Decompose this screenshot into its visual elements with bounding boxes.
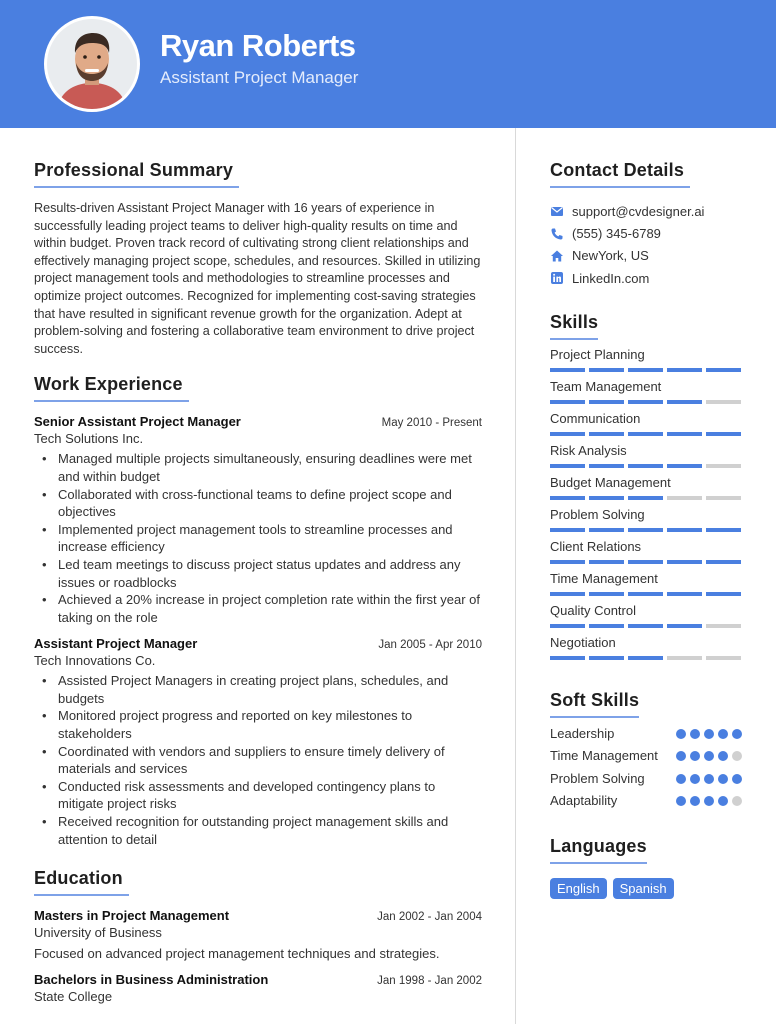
contact-text: NewYork, US [572,248,649,264]
summary-text: Results-driven Assistant Project Manager with 16 years of experience in successfully leading project teams to deliver high-quality results on time and within budget. Proven track record of cultivating strong client relationships and effectively managing project scope, schedules, and resources. Skilled in utilizing project management tools and methodologies to streamline processes and optimize project outcomes. Recognized for implementing cost-saving strategies that have resulted in significant revenue growth for the organization. Adept at problem-solving and fostering a collaborative team environment to drive project success. [34,201,481,356]
job-dates: May 2010 - Present [381,417,482,430]
skill-level-segment [550,592,585,596]
skill-level-segment [706,368,741,372]
languages-heading: Languages [550,836,647,864]
soft-skill-item [550,725,742,743]
skill-level-segment [628,592,663,596]
skill-level-segment [628,624,663,628]
soft-skill-item [550,747,742,765]
contact-text: (555) 345-6789 [572,226,661,242]
job-entry [34,414,482,626]
skill-level-segment [667,400,702,404]
skill-level-segment [589,496,624,500]
skill-level-segment [550,464,585,468]
skill-level-segment [667,656,702,660]
avatar [44,16,140,112]
skill-level-segment [706,656,741,660]
skill-level-segment [589,400,624,404]
contact-linkedin[interactable] [550,267,742,289]
soft-skill-item [550,770,742,788]
skill-name: Client Relations [550,538,642,554]
skill-level-segment [589,592,624,596]
rating-dot [676,774,686,784]
job-title: Senior Assistant Project Manager [34,414,241,430]
language-tag: English [550,878,607,899]
education-entry [34,972,482,1004]
skill-level-segment [628,496,663,500]
skill-item [550,347,742,372]
skill-name: Team Management [550,378,662,394]
candidate-name: Ryan Roberts [160,28,356,63]
skill-level-segment [550,624,585,628]
soft-skill-name: Problem Solving [550,770,645,786]
skill-level-bars [550,592,742,596]
degree-title: Bachelors in Business Administration [34,972,269,988]
linkedin-icon [550,271,564,285]
bullet-item: • Managed multiple projects simultaneously, ensuring deadlines were met and within budget [34,450,482,485]
skill-name: Communication [550,410,641,426]
candidate-title: Assistant Project Manager [160,68,359,87]
skill-level-bars [550,560,742,564]
contact-list [550,200,742,290]
skill-item [550,635,742,660]
rating-dot [690,796,700,806]
bullet-item: • Achieved a 20% increase in project completion rate within the first year of taking on the role [34,591,482,626]
rating-dot [704,796,714,806]
skill-level-segment [550,400,585,404]
skill-level-segment [589,624,624,628]
bullet-item: • Assisted Project Managers in creating project plans, schedules, and budgets [34,672,482,707]
email-icon [550,204,564,218]
skill-level-bars [550,528,742,532]
soft-skill-rating [676,770,742,784]
skill-level-bars [550,464,742,468]
contact-text: support@cvdesigner.ai [572,203,705,219]
rating-dot [718,796,728,806]
skill-item [550,507,742,532]
job-title: Assistant Project Manager [34,636,198,652]
bullet-item: • Monitored project progress and reported on key milestones to stakeholders [34,707,482,742]
skill-level-segment [628,368,663,372]
rating-dot [704,729,714,739]
skill-level-segment [550,656,585,660]
bullet-item: • Led team meetings to discuss project status updates and address any issues or roadblocks [34,556,482,591]
rating-dot [718,751,728,761]
skill-level-bars [550,368,742,372]
skill-level-segment [706,432,741,436]
experience-section [34,374,482,848]
job-entry [34,636,482,848]
language-tags [550,878,742,899]
soft-skill-name: Leadership [550,725,615,741]
skill-level-segment [706,592,741,596]
rating-dot [676,796,686,806]
skill-item [550,571,742,596]
skill-level-segment [589,528,624,532]
skill-level-segment [706,400,741,404]
bullet-item: • Coordinated with vendors and suppliers to ensure timely delivery of materials and services [34,743,482,778]
skill-name: Risk Analysis [550,442,627,458]
skill-level-segment [628,656,663,660]
skill-level-segment [550,432,585,436]
skill-name: Time Management [550,570,658,586]
skill-level-segment [628,560,663,564]
soft-skill-name: Adaptability [550,793,618,809]
rating-dot [732,796,742,806]
phone-icon [550,227,564,241]
skill-name: Project Planning [550,346,645,362]
skill-level-segment [628,528,663,532]
skill-level-segment [667,624,702,628]
skill-level-segment [589,368,624,372]
rating-dot [718,729,728,739]
rating-dot [732,751,742,761]
school-name: University of Business [34,925,162,941]
soft-skill-rating [676,792,742,806]
bullet-item: • Received recognition for outstanding project management skills and attention to detail [34,813,482,848]
education-entry [34,908,482,961]
skill-level-segment [667,592,702,596]
skill-item [550,379,742,404]
degree-description: Focused on advanced project management techniques and strategies. [34,946,440,962]
skill-level-segment [706,464,741,468]
skill-level-segment [667,496,702,500]
degree-title: Masters in Project Management [34,908,230,924]
skill-level-segment [706,560,741,564]
skill-level-segment [667,560,702,564]
skill-level-bars [550,656,742,660]
skills-heading: Skills [550,312,598,340]
rating-dot [718,774,728,784]
skill-level-segment [667,528,702,532]
home-icon [550,249,564,263]
skill-item [550,603,742,628]
skill-level-segment [550,496,585,500]
language-tag: Spanish [613,878,674,899]
contact-email[interactable] [550,200,742,222]
skill-item [550,539,742,564]
skill-level-segment [706,528,741,532]
skill-level-segment [589,464,624,468]
skill-item [550,411,742,436]
summary-heading: Professional Summary [34,160,239,188]
soft-skill-rating [676,725,742,739]
skill-level-segment [667,432,702,436]
skill-level-segment [550,528,585,532]
side-column [550,160,742,899]
contact-text: LinkedIn.com [572,270,650,286]
contact-heading: Contact Details [550,160,690,188]
skill-level-segment [550,560,585,564]
education-section [34,868,482,1004]
languages-section [550,836,742,899]
job-bullets [34,672,482,848]
degree-dates: Jan 1998 - Jan 2002 [377,975,482,988]
skill-level-bars [550,624,742,628]
skill-level-segment [550,368,585,372]
skill-level-segment [667,464,702,468]
skill-item [550,443,742,468]
rating-dot [676,751,686,761]
skill-level-segment [628,432,663,436]
education-heading: Education [34,868,129,896]
job-dates: Jan 2005 - Apr 2010 [378,639,482,652]
main-column [34,160,482,1004]
soft-skill-item [550,792,742,810]
column-divider [515,128,516,1024]
skill-level-segment [589,656,624,660]
rating-dot [704,751,714,761]
rating-dot [676,729,686,739]
soft-skill-name: Time Management [550,748,658,764]
skill-level-bars [550,432,742,436]
contact-location [550,245,742,267]
soft-skills-list [550,725,742,810]
skill-level-segment [628,400,663,404]
job-bullets [34,450,482,626]
header-banner [0,0,776,128]
contact-phone[interactable] [550,222,742,244]
skill-level-segment [706,624,741,628]
skill-level-segment [589,560,624,564]
job-company: Tech Solutions Inc. [34,431,144,447]
job-company: Tech Innovations Co. [34,653,156,669]
soft-skills-heading: Soft Skills [550,690,639,718]
soft-skills-section [550,690,742,810]
bullet-item: • Conducted risk assessments and developed contingency plans to mitigate project risks [34,778,482,813]
rating-dot [732,729,742,739]
skill-level-bars [550,400,742,404]
rating-dot [690,729,700,739]
bullet-item: • Collaborated with cross-functional teams to define project scope and objectives [34,486,482,521]
skills-list [550,347,742,660]
profile-photo [47,19,137,109]
school-name: State College [34,989,113,1005]
experience-heading: Work Experience [34,374,189,402]
skill-level-segment [667,368,702,372]
degree-dates: Jan 2002 - Jan 2004 [377,911,482,924]
skill-name: Problem Solving [550,506,645,522]
soft-skill-rating [676,747,742,761]
rating-dot [690,774,700,784]
skill-item [550,475,742,500]
rating-dot [732,774,742,784]
skills-section [550,312,742,660]
skill-level-segment [628,464,663,468]
skill-name: Quality Control [550,602,636,618]
skill-name: Negotiation [550,634,616,650]
skill-level-segment [706,496,741,500]
bullet-item: • Implemented project management tools to streamline processes and increase efficiency [34,521,482,556]
skill-name: Budget Management [550,474,671,490]
rating-dot [704,774,714,784]
skill-level-bars [550,496,742,500]
skill-level-segment [589,432,624,436]
rating-dot [690,751,700,761]
